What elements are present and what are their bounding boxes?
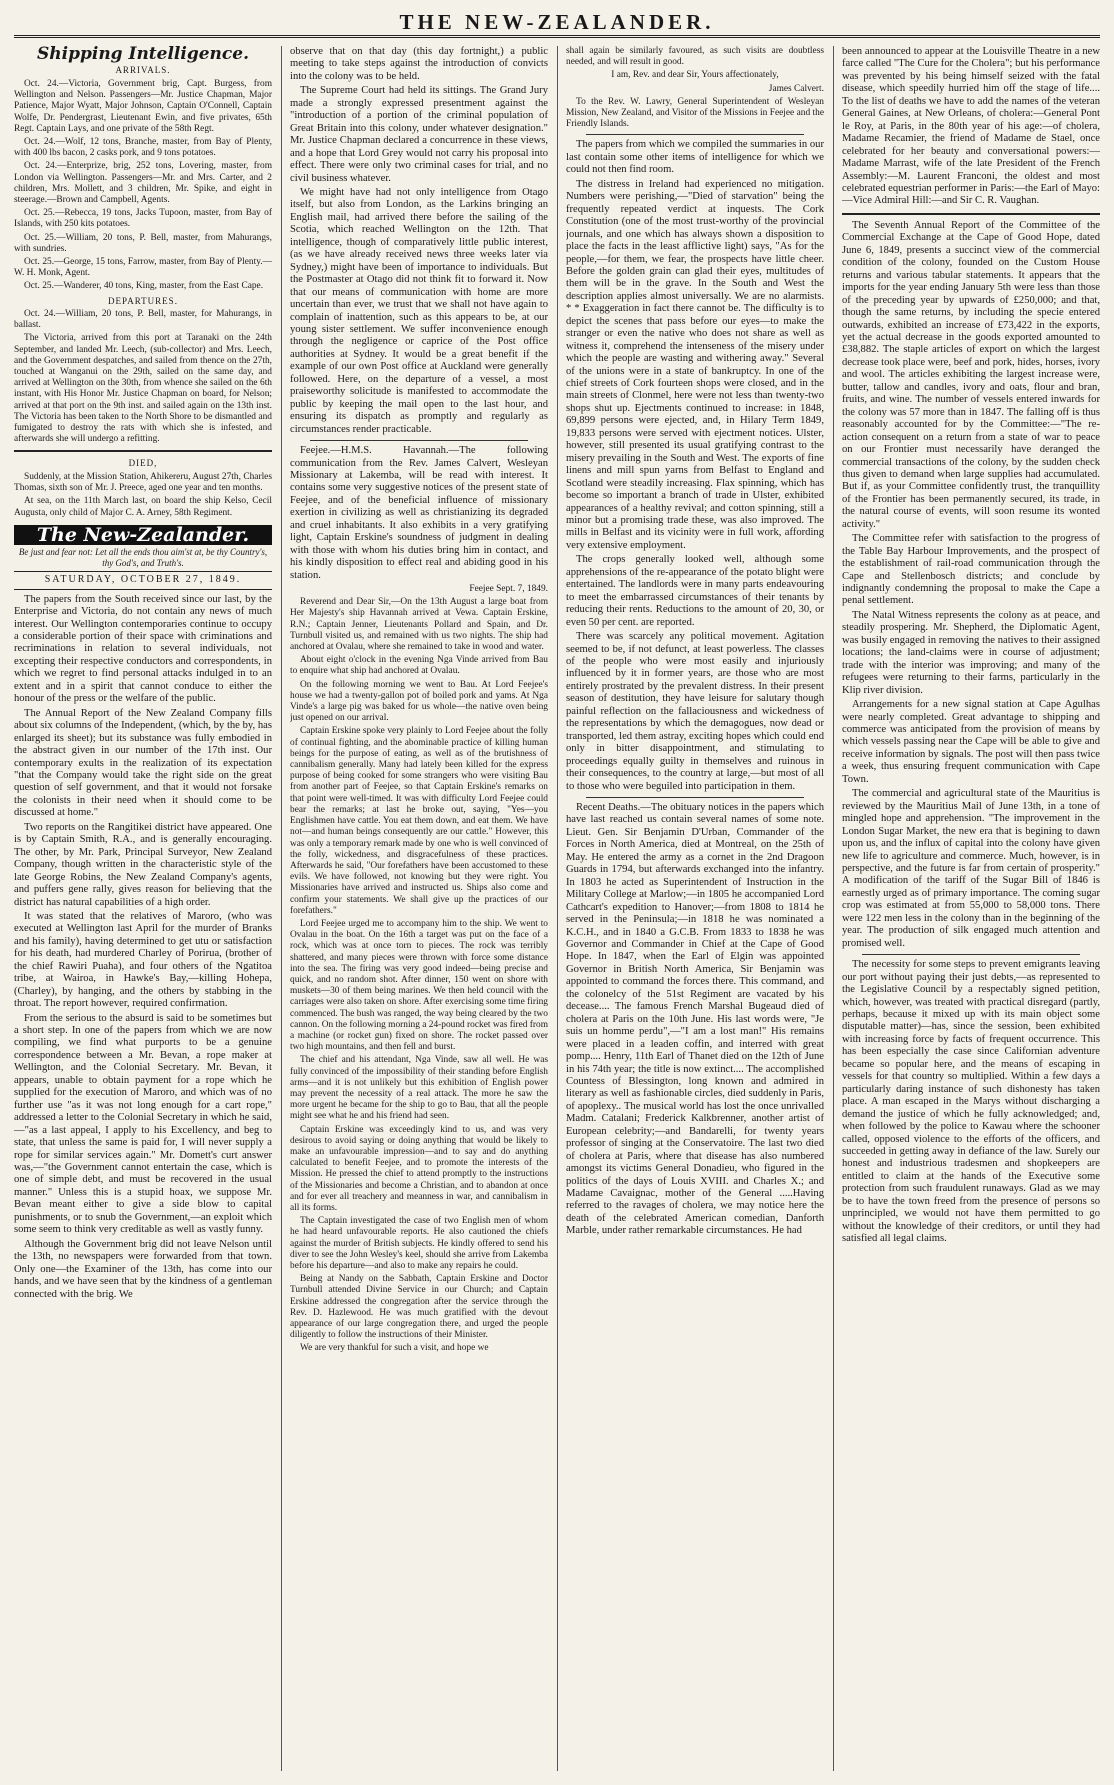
letter-paragraph: Lord Feejee urged me to accompany him to the ship. We went to Ovalau in the boat. On the 16th a target was put on the face of a rock, which was at once torn to pieces. The rock was terribly shattered, and many pieces were thrown with force some distance into the sea. The firing was very good indeed—being precise and quick, and no random shot. After dinner, 150 went on shore with muskets—30 of them being marines. We then held council with the carriages were also taken on shore. After exercising some time firing commenced. The bush was ranged, the way being cleared by the two cannon. On the following morning a 24-pound rocket was fired from a machine (or rocket gun) fixed on shore. The rocket passed over two high mountains, and then fell and burst. xyxy=(290,918,548,1053)
editorial-paragraph: The necessity for some steps to prevent emigrants leaving our port without paying their just debts,—as represented to the Legislative Council by a respectably signed petition, which, however, was treated with practical disregard (partly, perhaps, because it mixed up with its main object some disputable matter)—has, since the session, been exhibited with increasing force by facts of frequent occurrence. This has been especially the case since Californian adventure became so popular here, and the means of escaping in vessels for that country so multiplied. Within a few days a particularly daring instance of such dishonesty has taken place. A man escaped in the Marys without discharging a demand the justice of which he fully acknowledged; and, when followed by the police to Kawau where the schooner called, opposed violence to the efforts of the officers, and succeeded in getting away in defiance of the law. Surely our honest and industrious tradesmen and shopkeepers are entitled to claim at the hands of the Executive some protection from such fraudulent runaways. Glad as we may be to have the town freed from the presence of persons so unprincipled, we would not have them permitted to go without the knowledge of their creditors, or until they had satisfied all legal claims. xyxy=(842,959,1100,1245)
column-rule xyxy=(281,46,282,1771)
editorial-paragraph: The distress in Ireland had experienced no mitigation. Numbers were perishing,—"Died of starvation" being the frequently repeated verdict at inquests. The Cork Constitution (one of the most trust-worthy of the provincial journals, and one which has always shown a disposition to place the facts in the least afflictive light) says, "As for the people,—for them, we fear, the prospects have little cheer. Before the golden grain can glad their eyes, multitudes of them will be in the grave. In the South and West the description applies almost universally. We are no alarmists. * * Exaggeration in fact there cannot be. The difficulty is to depict the scenes that pass before our eyes—to make the stranger or even the native who does not share as well as witness it, comprehend the intenseness of the misery under which the people are wasting and withering away." Several of the unions were in a state of bankruptcy. In one of the chief streets of Cork fourteen shops were closed, and in the main streets of Clonmel, here were not less than twenty-two shops shut up. Ejectments continued to increase: in 1848, 69,899 persons were ejected, and, in Hilary Term 1849, 19,833 persons were served with ejectment notices. Ulster, however, still presented its usual gratifying contrast to the misery prevailing in the South and West. The exports of fine linens and mill spun yarns from Belfast to England and Scotland were steadily increasing. Flax spinning, which has become so important a branch of trade in Ulster, exhibited appearances of a healthy revival; and cotton spinning, still a minor but a promising trade these, was also improved. The mills in Belfast and its vicinity were in full work, affording very extensive employment. xyxy=(566,178,824,551)
arrival-item: Oct. 25.—Rebecca, 19 tons, Jacks Tupoon, master, from Bay of Islands, with 250 kits potatoes. xyxy=(14,208,272,230)
editorial-paragraph: Two reports on the Rangitikei district have appeared. One is by Captain Smith, R.A., and is generally encouraging. The other, by Mr. Park, Principal Surveyor, New Zealand Company, though written in the characteristic style of the late George Robins, the New Zealand Company's agents, and puffers gene rally, gives reason for believing that the district has natural capabilities of a high order. xyxy=(14,821,272,908)
letter-paragraph: Being at Nandy on the Sabbath, Captain Erskine and Doctor Turnbull attended Divine Service in our Church; and Captain Erskine addressed the congregation after the service through the Rev. D. Hazlewood. He was much gratified with the devout appearance of our large congregation there, and urged the people diligently to follow the instructions of their Minister. xyxy=(290,1274,548,1341)
column-3 xyxy=(566,46,824,1776)
letter-signature: James Calvert. xyxy=(768,83,824,94)
letter-paragraph: The Captain investigated the case of two English men of whom he had heard unfavourable reports. He also cautioned the chiefs against the murder of British subjects. He kindly offered to send his diver to see the John Wesley's keel, should she arrive from Lakemba before his departure—and also to make any repairs he could. xyxy=(290,1216,548,1272)
arrival-item: Oct. 25.—Wanderer, 40 tons, King, master, from the East Cape. xyxy=(24,281,264,292)
editorial-paragraph: The Natal Witness represents the colony as at peace, and steadily prospering. Mr. Shepherd, the Diplomatic Agent, was busily engaged in removing the natives to their assigned locations; the land-claims were in course of adjustment; trade with the interior was improving; and many of the refugees were returning to their farms, particularly in the Klip river division. xyxy=(842,609,1100,696)
letter-paragraph: On the following morning we went to Bau. At Lord Feejee's house we had a twenty-gallon pot of boiled pork and yams. At Nga Vinde's a large pig was baked for us whole—the native oven being just opened on our arrival. xyxy=(290,679,548,724)
paper-title-banner xyxy=(14,525,272,545)
arrivals-label: ARRIVALS. xyxy=(115,65,171,76)
calvert-letter xyxy=(290,597,548,1354)
column-2 xyxy=(290,46,548,1776)
editorial-paragraph: From the serious to the absurd is said to be sometimes but a short step. In one of the papers from which we are now compiling, we find what purports to be a genuine correspondence between a Mr. Bevan, a rope maker at Wellington, and the Colonial Secretary. Mr. Bevan, it appears, unable to obtain payment for a rope which he supplied for the execution of Maroro, and which was of no further use "as it was not long enough for a cart rope," addressed a letter to the Colonial Secretary in which he said,—"as a last appeal, I apply to his Excellency, and beg to state, that unless the same is paid for, I will never supply a rope for similar services again." Mr. Domett's curt answer was,—"the Government cannot entertain the case, which is one of simple debt, and must be recovered in the usual manner." Unless this is a stupid hoax, we suppose Mr. Bevan meant either to give a side blow to capital punishments, or to snub the Government,—an exploit which some seem to think very creditable as well as vastly funny. xyxy=(14,1012,272,1236)
editorial-paragraph: The crops generally looked well, although some apprehensions of the re-appearance of the potato blight were entertained. The landlords were in many parts endeavouring to meet the embarrassed circumstances of their tenants by reducing their rents. Reductions to the amount of 20, 30, or even 50 per cent. are reported. xyxy=(566,554,824,628)
editorial-paragraph: There was scarcely any political movement. Agitation seemed to be, if not defunct, at least powerless. The classes of the people who were most easily and injuriously influenced by it in former years, are those who are most entirely prostrated by the prevalent distress. In their present season of destitution, they have leisure for salutary though painful reflection on the fallaciousness and wickedness of the representations by which the demagogues, now dead or transported, led them astray, exciting hopes which could end only in bitter disappointment, and stimulating to proceedings equally guilty in themselves and ruinous in their consequences, to the country at large,—but most of all to those who were beguiled into participation in them. xyxy=(566,631,824,792)
editorial-paragraph: The Supreme Court had held its sittings. The Grand Jury made a strongly expressed presentment against the "introduction of a portion of the criminal population of Great Britain into this colony, under whatever designation." Mr. Justice Chapman declared a concurrence in these views, and a hope that Lord Grey would not carry his proposal into effect. There were only two criminal cases for trial, and no civil business whatever. xyxy=(290,85,548,184)
paper-title: The New-Zealander. xyxy=(36,523,250,546)
death-notice: Suddenly, at the Mission Station, Ahikereru, August 27th, Charles Thomas, sixth son of Mr. J. Preece, aged one year and ten months. xyxy=(14,471,272,494)
editorial-paragraph: The Annual Report of the New Zealand Company fills about six columns of the Independent, (which, by the by, has enlarged its sheet); but its substance was fully embodied in the abstract given in our number of the 17th inst. Our contemporary exults in the realization of its expectation "that the Company would take the right side on the great question of self government, and that it would not forsake the colonists in their need when it should come to be discussed at home." xyxy=(14,707,272,819)
letter-addressee: To the Rev. W. Lawry, General Superintendent of Wesleyan Mission, New Zealand, and Visitor of the Missions in Feejee and the Friendly Islands. xyxy=(566,96,824,130)
arrival-item: Oct. 24.—Wolf, 12 tons, Branche, master, from Bay of Plenty, with 400 lbs bacon, 2 casks pork, and 9 tons potatoes. xyxy=(14,136,272,159)
letter-paragraph: shall again be similarly favoured, as such visits are doubtless needed, and will result in good. xyxy=(566,46,824,68)
motto: Be just and fear not: Let all the ends thou aim'st at, be thy Country's, thy God's, and Truth's. xyxy=(18,547,268,568)
calvert-letter-end xyxy=(566,46,824,130)
column-rule xyxy=(557,46,558,1771)
death-notice: At sea, on the 11th March last, on board the ship Kelso, Cecil Augusta, only child of Major C. A. Arney, 58th Regiment. xyxy=(14,496,272,518)
arrival-item: Oct. 24.—Victoria, Government brig, Capt. Burgess, from Wellington and Nelson. Passengers—Mr. Justice Chapman, Major Patience, Major Wyatt, Major Johnson, Captain O'Connell, Captain Wolfe, Dr. Pendergrast, Lieutenant Ewin, and five privates, 65th Regt. Captain Lays, and one private of the 58th Regt. xyxy=(14,78,272,134)
divider xyxy=(586,797,804,798)
letter-paragraph: Captain Erskine was exceedingly kind to us, and was very desirous to avoid saying or doing anything that would be likely to make an unfavourable impression—and to say and do anything calculated to benefit Feejee, and to promote the interests of the Mission. He pressed the chief to attend promptly to the instructions of the Missionaries and become a Christian, and to abandon at once and for ever all treachery and meanness in war, and cannibalism in all its forms. xyxy=(290,1124,548,1213)
letter-paragraph: Captain Erskine spoke very plainly to Lord Feejee about the folly of continual fighting, and the abominable practice of killing human beings for the purpose of eating, as well as of the brutishness of cannibalism generally. Many had lately been killed for the express purpose of being cooked for some strangers who were visiting Bau from another part of Feejee, so that Captain Erskine's remarks on that point were well-timed. It was with difficulty Lord Feejee could bear the remarks; at last he broke out, saying, "Yes—you Englishmen have cattle. You eat them down, and eat them. We have not—and human beings consequently are our cattle." However, this was only a temporary remark made by one who is well convinced of the folly, wickedness, and disgracefulness of these practices. Afterwards he said, "Our forefathers have been accustomed to these evils. We have followed, not knowing but they were right. You Missionaries have arrived and instructed us. Ships also come and confirm your statements. We shall give up the practices of our forefathers." xyxy=(290,726,548,916)
letter-paragraph: Reverend and Dear Sir,—On the 13th August a large boat from Her Majesty's ship Havannah arrived at Vewa. Captain Erskine, R.N.; Captain Jenner, Lieutenants Pollard and Spain, and Dr. Turnbull visited us, and remained with us two nights. The ship had anchored at Ovalau, where she remained to take in wood and water. xyxy=(290,597,548,653)
editorial-paragraph: The papers from the South received since our last, by the Enterprise and Victoria, do not contain any news of much interest. Our Wellington contemporaries continue to occupy a considerable portion of their space with criminations and recriminations in relation to several individuals, not excepting their respective conductors and correspondents, in which we regret to find personal attacks indulged in to an extent and in a spirit that cannot conduce to either the honour of the press or the welfare of the public. xyxy=(14,593,272,705)
divider xyxy=(586,134,804,135)
editorial-paragraph: been announced to appear at the Louisville Theatre in a new farce called "The Cure for the Cholera"; but his performance was prevented by his being himself seized with the fatal disease, which speedily hurried him off the stage of life.... To the list of deaths we have to add the names of the veteran General Gaines, at New Orleans, of cholera:—General Pont le Roy, at Paris, in the 80th year of his age:—of cholera, Madame Recamier, the friend of Madame de Stael, once celebrated for her beauty and conversational powers:—Madame Marrast, wife of the late President of the French Assembly:—M. Laurent Franconi, the oldest and most celebrated equestrian performer in Paris:—the Earl of Mayo:—Vice Admiral Hill:—and Sir C. R. Vaughan. xyxy=(842,46,1100,207)
editorial-paragraph: It was stated that the relatives of Maroro, (who was executed at Wellington last April for the murder of Branks and his family), having determined to get utu or satisfaction for his death, had murdered Charley of Porirua, (brother of the chief Rawiri Puaha), and four others of the Ngatitoa tribe, at Wairoa, in Hawke's Bay,—killing Hohepa, (Charley), by hanging, and the others by stabbing in the throat. The report however, required confirmation. xyxy=(14,910,272,1010)
letter-paragraph: We are very thankful for such a visit, and hope we xyxy=(300,1343,489,1354)
editorial-paragraph: The papers from which we compiled the summaries in our last contain some other items of intelligence for which we could not then find room. xyxy=(566,139,824,176)
editorial-paragraph: The Committee refer with satisfaction to the progress of the Table Bay Harbour Improvements, and the prospect of the establishment of rail-road communication through the Cape and Stellenbosch districts; and conclude by indignantly condemning the proposal to make the Cape a penal settlement. xyxy=(842,533,1100,607)
letter-signoff: I am, Rev. and dear Sir, Yours affectionately, xyxy=(611,70,779,81)
newspaper-page xyxy=(14,6,1100,1776)
recent-deaths: Recent Deaths.—The obituary notices in the papers which have last reached us contain several names of some note. Lieut. Gen. Sir Benjamin D'Urban, Commander of the Forces in North America, died at Montreal, on the 25th of May. He entered the army as a cornet in the 2nd Dragoon Guards in 1794, but afterwards exchanged into the infantry. In 1803 he acted as Superintendent of Instruction in the Military College at Marlow;—in 1805 he accompanied Lord Cathcart's expedition to Hanover;—from 1808 to 1814 he served in the Peninsula;—in 1818 he was nominated a K.C.H., and in 1840 a G.C.B. From 1833 to 1838 he was Governor and Commander in Chief at the Cape of Good Hope. In 1847, when the Earl of Elgin was appointed Governor in British North America, Sir Benjamin was appointed to command the forces there. This command, and the colonelcy of the 51st Regiment are vacated by his decease.... The famous French Marshal Bugeaud died of cholera at Paris on the 10th June. His last words were, "Je suis un homme perdu",—"I am a lost man!" His remains were placed in a leaden coffin, and interred with great pomp.... Henry, 11th Earl of Thanet died on the 12th of June in his 74th year; the title is now extinct.... The accomplished Countess of Blessington, long known and admired in literary as well as fashionable circles, died suddenly in Paris, of apoplexy.. The musical world has lost the once unrivalled Madm. Catalani; Frederick Kalkbrenner, another artist of European celebrity;—and Bandarelli, for twenty years professor of singing at the Conservatoire. The last two died of cholera at Paris, where that disease has also numbered amongst its victims General Donadieu, who figured in the politics of the days of Louis XVIII. and Charles X.; and Madame Cavaignac, mother of the General .....Having referred to the ravages of cholera, we may notice here the death of the celebrated American comedian, Danforth Marble, under rather remarkable circumstances. He had xyxy=(566,801,824,1237)
departures-list xyxy=(14,309,272,445)
editorial-paragraph: The commercial and agricultural state of the Mauritius is reviewed by the Mauritius Mail of June 13th, in a tone of mingled hope and apprehension. "The improvement in the London Sugar Market, the new era that is begining to dawn upon us, and the influx of capital into the colony have given new life to agriculture and commerce. Much, however, is in perspective, and the future is far from certain of prosperity." A modification of the tariff of the Sugar Bill of 1846 is earnestly urged as of primary importance. The coming sugar crop was estimated at from 55,000 to 58,000 tons. There were 122 men less in the colony than in the beginning of the year. The production of silk engaged much attention and promised well. xyxy=(842,788,1100,949)
running-masthead: THE NEW-ZEALANDER. xyxy=(14,6,1100,38)
feejee-intro: Feejee.—H.M.S. Havannah.—The following communication from the Rev. James Calvert, Wesleyan Missionary at Lakemba, will be read with interest. It contains some very suggestive notices of the present state of Feejee, and of the beneficial influence of missionary exertion in civilizing as well as christianizing its degraded and cruel inhabitants. It also exhibits in a very gratifying light, Captain Erskine's soundness of judgment in dealing with those with whom his duties bring him in contact, and his kindly disposition to effect real and abiding good in his station. xyxy=(290,445,548,581)
arrival-item: Oct. 24.—Enterprize, brig, 252 tons, Lovering, master, from London via Wellington. Passengers—Mr. and Mrs. Carter, and 2 children, Mrs. Mollett, and 3 children, Mr. Spike, and eight in steerage.—Brown and Campbell, Agents. xyxy=(14,161,272,205)
letter-date: Feejee Sept. 7, 1849. xyxy=(469,584,548,595)
died-list xyxy=(14,472,272,519)
columns xyxy=(14,46,1100,1776)
editorial-paragraph: We might have had not only intelligence from Otago itself, but also from London, as the Larkins bringing an English mail, had arrived there before the sailing of the Scotia, which reached Wellington on the 12th. That intelligence, though of comparatively little public interest, (as we have already received news three weeks later via Sydney,) might have been of importance to individuals. But the Postmaster at Otago did not think fit to forward it. Now that our means of communication with home are more uncertain than ever, we trust that we shall not have again to complain of inattention, such as this appears to be, at our young sister settlement. We suffer inconvenience enough through the negligence or caprice of the Post office authorities at Sydney. It would be a great benefit if the example of our own Post office at Auckland were generally followed. Here, on the departure of a vessel, a most praiseworthy solicitude is manifested to accommodate the public by keeping the mail open to the last hour, and ensuring its dispatch as promptly and regularly as circumstances render practicable. xyxy=(290,186,548,435)
victoria-note: The Victoria, arrived from this port at Taranaki on the 24th September, and landed Mr. Leech, (sub-collector) and Mrs. Leech, and the Government despatches, and sailed from thence on the 27th, touched at Wanganui on the 29th, sailed on the same day, and arrived at Wellington on the 30th, from whence she sailed on the 6th instant, with His Honor Mr. Justice Chapman on board, for Nelson; arrived at that port on the 9th inst. and sailed again on the 13th inst. The Victoria has been taken to the North Shore to be dismantled and fumigated to destroy the rats with which she is infested, and afterwards she will undergo a refitting. xyxy=(14,333,272,445)
divider xyxy=(310,440,528,441)
column-1 xyxy=(14,46,272,1776)
shipping-heading: Shipping Intelligence. xyxy=(37,46,249,64)
died-label: DIED, xyxy=(128,458,158,469)
arrivals-list xyxy=(14,79,272,293)
editorial-paragraph: The Seventh Annual Report of the Committee of the Commercial Exchange at the Cape of Good Hope, dated June 6, 1849, presents a succinct view of the commercial condition of the colony, founded on the Custom House returns and various tabular statements. It appears that the imports for the year ending January 5th were less than those of the preceding year by upwards of £250,000; and that, though the same returns, by including the specie entered outwards, exhibited an increase of £73,422 in the exports, yet the actual decrease in the goods exported amounted to £38,882. The staple articles of export on which the largest decrease took place were, beef and pork, hides, horses, ivory and wool. The articles exhibiting the largest increase were, butter, tallow and candles, ivory and oats, flour and bran, fruits, and wine. The number of vessels entered inwards for the colony was 57 more than in 1847. The falling off is thus reasonably accounted for by the Committee:—"The re-action consequent on a return from a state of war to peace on our Frontier must necessarily have deranged the commercial transactions of the colony, by the sudden check thus given to demand when large supplies had accumulated. But if, as your Committee confidently trust, the tranquillity of the Frontier has been permanently secured, its trade, in the natural course of events, will soon resume its wonted activity." xyxy=(842,219,1100,530)
departures-label: DEPARTURES. xyxy=(108,295,178,306)
arrival-item: Oct. 25.—William, 20 tons, P. Bell, master, from Mahurangs, with sundries. xyxy=(14,232,272,254)
letter-paragraph: About eight o'clock in the evening Nga Vinde arrived from Bau to enquire what ship had anchored at Ovalau. xyxy=(290,655,548,677)
divider xyxy=(842,213,1100,215)
editorial-paragraph: Although the Government brig did not leave Nelson until the 13th, no newspapers were forwarded from that town. Only one—the Examiner of the 13th, has come into our hands, and we have seen that by the kindness of a gentleman connected with the brig. We xyxy=(14,1238,272,1300)
arrival-item: Oct. 25.—George, 15 tons, Farrow, master, from Bay of Plenty.—W. H. Monk, Agent. xyxy=(14,256,272,279)
editorial-paragraph: Arrangements for a new signal station at Cape Agulhas were nearly completed. Great advantage to shipping and commerce was anticipated from the provision of means by which vessels passing near the Cape will be able to give and receive information by signals. The post will then pass twice a week, thus ensuring frequent communication with Cape Town. xyxy=(842,699,1100,785)
divider xyxy=(862,954,1080,955)
letter-paragraph: The chief and his attendant, Nga Vinde, saw all well. He was fully convinced of the impossibility of their standing before English arms—and it is not unlikely but this exhibition of English power may prevent the necessity of a real attack. The more he saw the more urgent he became for the ship to go to Bau, that all the people might see what he and his friend had seen. xyxy=(290,1055,548,1122)
dateline: SATURDAY, OCTOBER 27, 1849. xyxy=(14,571,272,589)
departure-item: Oct. 24.—William, 20 tons, P. Bell, master, for Mahurangs, in ballast. xyxy=(14,309,272,331)
column-4 xyxy=(842,46,1100,1776)
column-rule xyxy=(833,46,834,1771)
editorial-paragraph: observe that on that day (this day fortnight,) a public meeting to take steps against the introduction of convicts into the colony was to be held. xyxy=(290,46,548,82)
divider xyxy=(14,450,272,452)
